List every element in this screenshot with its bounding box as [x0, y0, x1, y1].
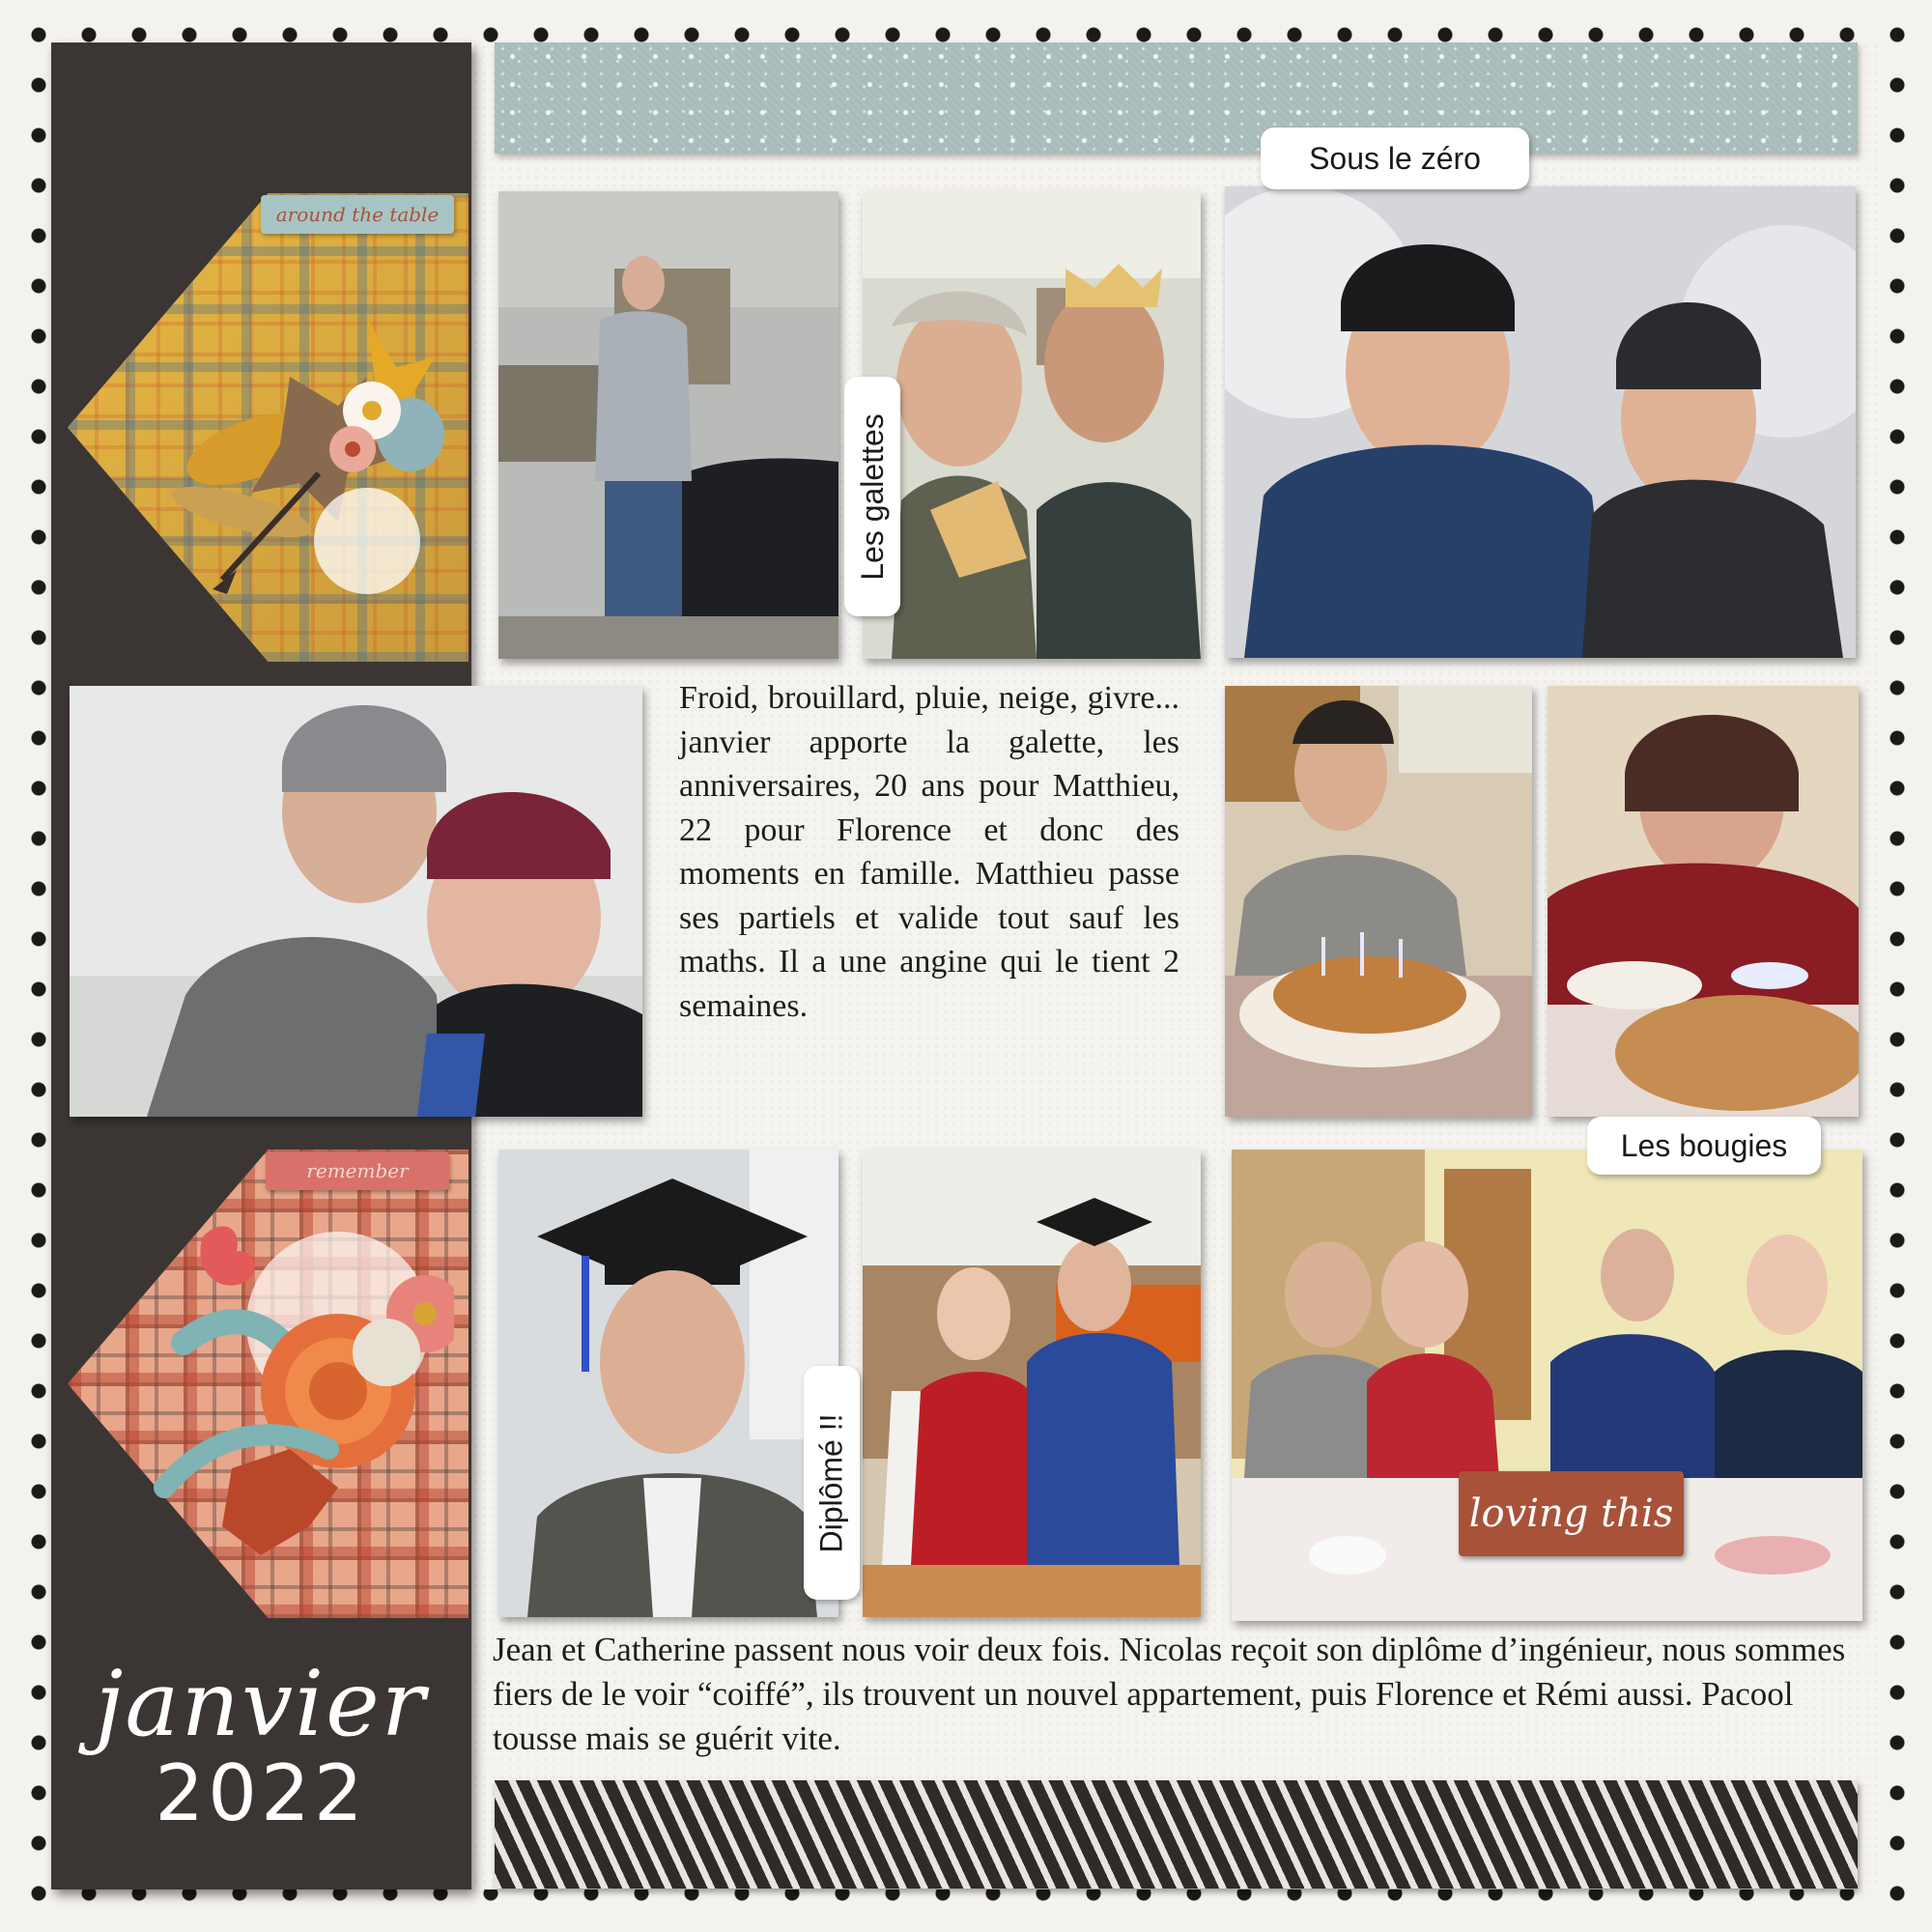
bottom-banner-strip [495, 1780, 1858, 1889]
flower-swirl-cluster [145, 1198, 454, 1584]
loving-this-label: loving this [1459, 1471, 1684, 1556]
page-title-month: janvier [95, 1652, 427, 1757]
photo-frost-father-son [1225, 186, 1856, 658]
tag-les-bougies: Les bougies [1587, 1117, 1821, 1175]
around-the-table-label: around the table [261, 195, 454, 234]
leaf-flower-cluster [145, 290, 454, 609]
photo-graduation-couple [863, 1150, 1201, 1617]
photo-young-woman-blowing-candles [1548, 686, 1859, 1117]
tag-diplome [804, 1366, 860, 1600]
journal-text-top: Froid, brouillard, pluie, neige, givre... janvier apporte la galette, les anniversaires, 20 ans pour Matthieu, 22 pour Florence et donc des moments en famille. Matthieu passe ses partiels et valide tout sauf les maths. Il a une angine qui le tient 2 semaines. [679, 680, 1179, 1024]
photo-couple-winter-hats [70, 686, 642, 1117]
tag-les-galettes [844, 377, 900, 616]
photo-young-man-by-car [498, 191, 838, 659]
remember-label: remember [266, 1151, 449, 1190]
page-title-year: 2022 [155, 1748, 367, 1838]
photo-graduate-cap [498, 1150, 838, 1617]
tag-sous-le-zero: Sous le zéro [1261, 128, 1529, 189]
top-banner-strip [495, 43, 1858, 154]
journal-text-bottom: Jean et Catherine passent nous voir deux fois. Nicolas reçoit son diplôme d’ingénieur, nous sommes fiers de le voir “coiffé”, ils trouvent un nouvel appartement, puis Florence et Rémi aussi. Pacool tousse mais se guérit vite. [493, 1631, 1846, 1757]
photo-birthday-cake-young-man [1225, 686, 1532, 1117]
tag-les-galettes-text: Les galettes [854, 412, 890, 581]
photo-couple-galette [863, 191, 1201, 659]
tag-diplome-text: Diplômé !! [813, 1412, 849, 1553]
